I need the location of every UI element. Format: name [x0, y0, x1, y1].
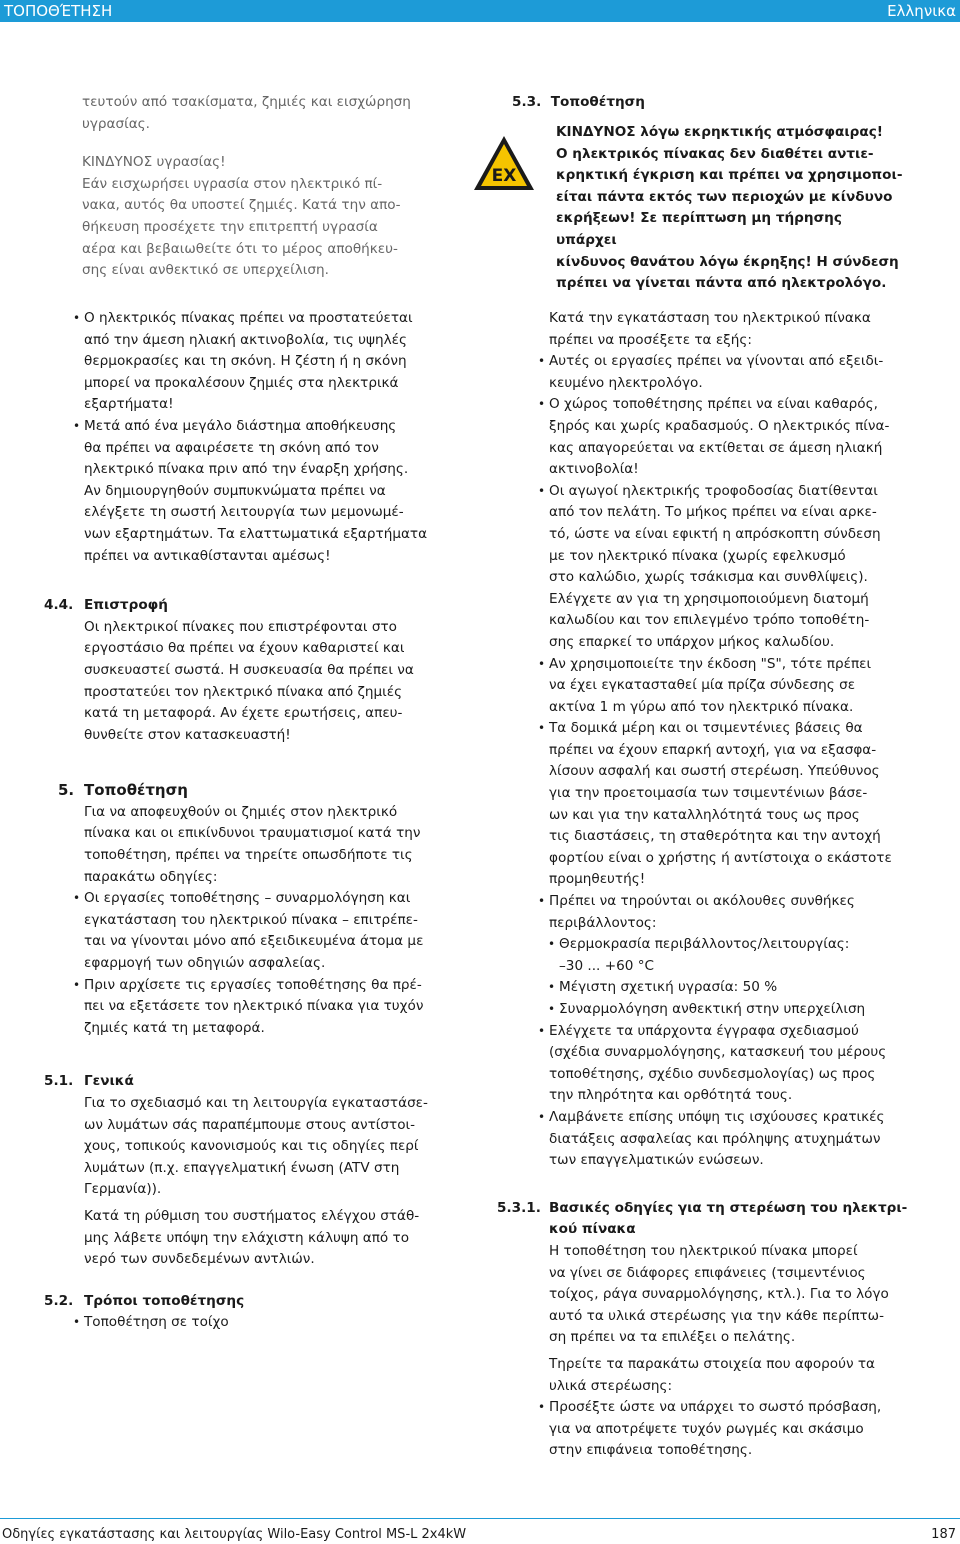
list-line: Αν δημιουργηθούν συμπυκνώματα πρέπει να: [84, 482, 386, 499]
para-line: τοποθέτηση, πρέπει να τηρείτε οπωσδήποτε τις: [84, 847, 413, 864]
installation-bullets: [84, 888, 464, 1039]
installation-requirements: [549, 351, 929, 1172]
list-item: [549, 481, 929, 654]
para-line: Κατά την εγκατάσταση του ηλεκτρικού πίνακα: [549, 310, 871, 326]
list-line: στο καλώδιο, χωρίς τσάκισμα και συνθλίψεις).: [549, 569, 868, 586]
list-item: [559, 999, 929, 1021]
list-line: • Τα δομικά μέρη και οι τσιμεντένιες βάσεις θα: [549, 720, 863, 737]
list-line: από την άμεση ηλιακή ακτινοβολία, τις υψηλές: [84, 331, 407, 348]
explosion-warning-icon: [472, 134, 536, 192]
list-line: κευμένο ηλεκτρολόγο.: [549, 374, 703, 391]
storage-bullets: [84, 308, 464, 567]
para-line: Για να αποφευχθούν οι ζημιές στον ηλεκτρικό: [84, 803, 398, 820]
list-line: τις διαστάσεις, τη σταθερότητα και την αντοχή: [549, 828, 881, 845]
list-line: προμηθευτής!: [549, 871, 646, 888]
list-line: • Οι εργασίες τοποθέτησης – συναρμολόγηση και: [84, 890, 411, 907]
warning-line: είται πάντα εκτός των περιοχών με κίνδυνο: [556, 188, 893, 205]
list-line: ζημιές κατά τη μεταφορά.: [84, 1019, 265, 1036]
list-item: [549, 1397, 929, 1462]
warning-heading: ΚΙΝΔΥΝΟΣ λόγω εκρηκτικής ατμόσφαιρας!: [556, 124, 883, 140]
para-line: εργοστάσιο θα πρέπει να έχουν καθαριστεί και: [84, 640, 405, 657]
para-line: Τηρείτε τα παρακάτω στοιχεία που αφορούν τα: [549, 1355, 876, 1372]
list-line: ξηρός και χωρίς κραδασμούς. Ο ηλεκτρικός πίνα-: [549, 417, 890, 434]
page-footer: [0, 1518, 960, 1542]
header-language: Ελληνικα: [887, 2, 956, 20]
mounting-type-list: [84, 1312, 464, 1334]
list-line: σης επαρκεί το υπάρχον μήκος καλωδίου.: [549, 633, 835, 650]
list-line: τοποθέτησης, σχέδιο συνδεσμολογίας) ως προς: [549, 1065, 876, 1082]
list-line: • Μετά από ένα μεγάλο διάστημα αποθήκευσης: [84, 417, 397, 434]
section-number: 5.1.: [44, 1073, 74, 1090]
list-item: [84, 416, 464, 567]
page-number: 187: [931, 1527, 956, 1542]
fixing-material-list: [549, 1397, 929, 1462]
list-item: [549, 1021, 929, 1107]
list-item: [549, 351, 929, 394]
list-item: [84, 888, 464, 974]
para-line: Η τοποθέτηση του ηλεκτρικού πίνακα μπορεί: [549, 1242, 858, 1259]
section-title: Τοποθέτηση: [550, 94, 645, 110]
list-line: κας απαγορεύεται να εκτίθεται σε άμεση ηλιακή: [549, 439, 883, 456]
list-line: • Αυτές οι εργασίες πρέπει να γίνονται από εξειδι-: [549, 353, 884, 370]
warning-line: Ο ηλεκτρικός πίνακας δεν διαθέτει αντιε-: [556, 145, 874, 162]
list-line: για την προετοιμασία των τσιμεντένιων βάσε-: [549, 785, 868, 802]
list-line: εφαρμογή των οδηγιών ασφαλείας.: [84, 955, 326, 972]
list-item: [84, 308, 464, 416]
list-line: • Τοποθέτηση σε τοίχο: [84, 1314, 229, 1331]
list-line: πρέπει να έχουν επαρκή αντοχή, για να εξασφα-: [549, 741, 877, 758]
para-line: κατά τη μεταφορά. Αν έχετε ερωτήσεις, απευ-: [84, 705, 403, 722]
list-line: ηλεκτρικό πίνακα πριν από την έναρξη χρήσης.: [84, 461, 409, 478]
list-line: πει να εξετάσετε τον ηλεκτρικό πίνακα για τυχόν: [84, 998, 424, 1015]
moisture-note: [82, 92, 434, 282]
section-5: [58, 780, 464, 1039]
section-title: Τρόποι τοποθέτησης: [84, 1292, 245, 1309]
para-line: Οι ηλεκτρικοί πίνακες που επιστρέφονται στο: [84, 618, 397, 635]
list-line: εγκατάσταση του ηλεκτρικού πίνακα – επιτρέπε-: [84, 911, 418, 928]
list-line: των επαγγελματικών ενώσεων.: [549, 1152, 764, 1169]
list-line: –30 ... +60 °C: [559, 957, 654, 974]
header-bar: [0, 0, 960, 22]
section-number: 4.4.: [44, 597, 74, 614]
para-line: αυτό τα υλικά στερέωσης για την κάθε περίπτω-: [549, 1307, 884, 1324]
list-line: θερμοκρασίες και τη σκόνη. Η ζέστη ή η σκόνη: [84, 353, 407, 370]
list-line: με τον ηλεκτρικό πίνακα (χωρίς εφελκυσμό: [549, 547, 846, 564]
list-line: θα πρέπει να αφαιρέσετε τη σκόνη από τον: [84, 439, 379, 456]
section-title: κού πίνακα: [549, 1221, 636, 1238]
list-item: [549, 394, 929, 480]
icon-label: EX: [491, 166, 517, 186]
list-line: Ελέγχετε αν για τη χρησιμοποιούμενη διατομή: [549, 590, 869, 607]
section-title: Τοποθέτηση: [84, 781, 188, 800]
list-line: • Μέγιστη σχετική υγρασία: 50 %: [559, 979, 778, 996]
list-line: • Πρέπει να τηρούνται οι ακόλουθες συνθήκες: [549, 893, 855, 910]
list-line: • Προσέξτε ώστε να υπάρχει το σωστό πρόσβαση,: [549, 1399, 882, 1416]
section-title: Βασικές οδηγίες για τη στερέωση του ηλεκτρι-: [549, 1199, 908, 1216]
para-line: Για το σχεδιασμό και τη λειτουργία εγκαταστάσε-: [84, 1095, 428, 1111]
list-line: • Ο ηλεκτρικός πίνακας πρέπει να προστατεύεται: [84, 310, 413, 326]
list-line: ελέγξετε τη σωστή λειτουργία των μεμονωμέ-: [84, 504, 404, 521]
para-line: προστατεύει τον ηλεκτρικό πίνακα από ζημιές: [84, 683, 403, 700]
list-item: [549, 654, 929, 719]
para-line: νερό των συνδεδεμένων αντλιών.: [84, 1251, 315, 1268]
list-line: • Ο χώρος τοποθέτησης πρέπει να είναι καθαρός,: [549, 396, 878, 413]
para-line: τοίχος, ράγα συναρμολόγησης, κτλ.). Για το λόγο: [549, 1286, 889, 1303]
list-line: ακτινοβολία!: [549, 461, 639, 478]
para-line: θυνθείτε στον κατασκευαστή!: [84, 726, 291, 743]
list-line: νων εξαρτημάτων. Τα ελαττωματικά εξαρτήματα: [84, 525, 428, 542]
section-number: 5.2.: [44, 1292, 74, 1309]
list-line: • Ελέγχετε τα υπάρχοντα έγγραφα σχεδιασμού: [549, 1022, 859, 1039]
list-line: την πληρότητα και ορθότητά τους.: [549, 1087, 793, 1104]
list-line: περιβάλλοντος:: [549, 914, 657, 931]
list-item: [84, 1312, 464, 1334]
note-line: αέρα και βεβαιωθείτε ότι το μέρος αποθήκευ-: [82, 240, 398, 257]
footer-title: Οδηγίες εγκατάστασης και λειτουργίας Wilo-Easy Control MS-L 2x4kW: [2, 1527, 467, 1542]
warning-line: πρέπει να γίνεται πάντα από ηλεκτρολόγο.: [556, 275, 887, 292]
list-line: πρέπει να αντικαθίστανται αμέσως!: [84, 547, 331, 564]
list-line: • Θερμοκρασία περιβάλλοντος/λειτουργίας:: [559, 936, 850, 953]
para-line: ση πρέπει να τα επιλέξει ο πελάτης.: [549, 1329, 796, 1346]
list-item: [549, 891, 929, 1021]
header-section: ΤΟΠΟΘΈΤΗΣΗ: [4, 2, 113, 20]
list-line: μπορεί να προκαλέσουν ζημιές στα ηλεκτρικά: [84, 374, 399, 391]
warning-line: κίνδυνος θανάτου λόγω έκρηξης! Η σύνδεση: [556, 253, 899, 270]
section-4-4: [44, 595, 464, 746]
list-line: ων και για την καταλληλότητά τους ως προς: [549, 806, 860, 823]
para-line: πρέπει να προσέξετε τα εξής:: [549, 331, 752, 348]
explosion-warning: [556, 122, 906, 295]
para-line: υλικά στερέωσης:: [549, 1377, 673, 1394]
ambient-conditions: [549, 934, 929, 1020]
list-line: εξαρτήματα!: [84, 396, 174, 413]
list-line: από τον πελάτη. Το μήκος πρέπει να είναι αρκε-: [549, 504, 877, 521]
para-line: συσκευαστεί σωστά. Η συσκευασία θα πρέπει να: [84, 661, 414, 678]
list-line: φορτίου είναι ο χρήστης ή αντίστοιχα ο εκάστοτε: [549, 849, 892, 866]
para-line: να γίνει σε διάφορες επιφάνειες (τσιμεντένιος: [549, 1264, 866, 1281]
list-line: τό, ώστε να είναι εφικτή η απρόσκοπτη σύνδεση: [549, 525, 881, 542]
note-line: Εάν εισχωρήσει υγρασία στον ηλεκτρικό πί-: [82, 175, 383, 192]
list-item: [559, 934, 929, 977]
section-number: 5.3.: [512, 94, 542, 110]
list-item: [549, 718, 929, 891]
note-line: σης είναι ανθεκτικό σε υπερχείλιση.: [82, 262, 329, 279]
list-line: στην επιφάνεια τοποθέτησης.: [549, 1442, 753, 1459]
list-line: ακτίνα 1 m γύρω από τον ηλεκτρικό πίνακα.: [549, 698, 854, 715]
section-5-3-heading: [512, 92, 912, 114]
note-line: τευτούν από τσακίσματα, ζημιές και εισχώρηση: [82, 94, 411, 110]
para-line: χους, τοπικούς κανονισμούς και τις οδηγίες περί: [84, 1138, 419, 1155]
para-line: πίνακα και οι επικίνδυνοι τραυματισμοί κατά την: [84, 825, 421, 842]
list-line: καλωδίου και τον επιλεγμένο τρόπο τοποθέτη-: [549, 612, 870, 629]
list-line: • Αν χρησιμοποιείτε την έκδοση "S", τότε πρέπει: [549, 655, 872, 672]
note-heading: ΚΙΝΔΥΝΟΣ υγρασίας!: [82, 154, 226, 171]
section-number: 5.: [58, 781, 75, 800]
list-line: • Λαμβάνετε επίσης υπόψη τις ισχύουσες κρατικές: [549, 1108, 885, 1125]
section-5-1: [44, 1071, 464, 1270]
para-line: παρακάτω οδηγίες:: [84, 868, 218, 885]
section-title: Γενικά: [84, 1073, 134, 1090]
note-line: θήκευση προσέχετε την επιτρεπτή υγρασία: [82, 218, 378, 235]
note-line: νακα, αυτός θα υποστεί ζημιές. Κατά την απο-: [82, 197, 401, 214]
list-item: [84, 975, 464, 1040]
warning-line: εκρήξεων! Σε περίπτωση μη τήρησης υπάρχει: [556, 210, 842, 248]
list-line: για να αποτρέψετε τυχόν ρωγμές και σκάσιμο: [549, 1420, 864, 1437]
para-line: μης λάβετε υπόψη την ελάχιστη κάλυψη από το: [84, 1229, 410, 1246]
list-line: διατάξεις ασφαλείας και πρόληψης ατυχημάτων: [549, 1130, 881, 1147]
list-line: να έχει εγκατασταθεί μία πρίζα σύνδεσης σε: [549, 677, 856, 694]
para-line: Γερμανία)).: [84, 1181, 162, 1198]
section-5-3-1: [497, 1198, 929, 1462]
section-5-2: [44, 1291, 464, 1334]
para-line: ων λυμάτων σάς παραπέμπουμε στους αντίστοι-: [84, 1116, 416, 1133]
warning-line: κρηκτική έγκριση και πρέπει να χρησιμοποι-: [556, 167, 903, 184]
list-item: [549, 1107, 929, 1172]
right-column: [497, 308, 929, 1462]
note-line: υγρασίας.: [82, 115, 150, 132]
list-line: λίσουν ασφαλή και σωστή στερέωση. Υπεύθυνος: [549, 763, 880, 780]
list-line: • Οι αγωγοί ηλεκτρικής τροφοδοσίας διατίθενται: [549, 482, 878, 499]
para-line: λυμάτων (π.χ. επαγγελματική ένωση (ATV στη: [84, 1159, 400, 1176]
list-line: (σχέδια συναρμολόγησης, κατασκευή του μέρους: [549, 1044, 887, 1061]
list-line: ται να γίνονται μόνο από εξειδικευμένα άτομα με: [84, 933, 424, 950]
list-line: • Πριν αρχίσετε τις εργασίες τοποθέτησης θα πρέ-: [84, 976, 422, 993]
section-title: Επιστροφή: [84, 597, 168, 614]
left-column: [44, 308, 464, 1334]
list-line: • Συναρμολόγηση ανθεκτική στην υπερχείλιση: [559, 1001, 866, 1017]
list-item: [559, 977, 929, 999]
section-number: 5.3.1.: [497, 1199, 541, 1216]
para-line: Κατά τη ρύθμιση του συστήματος ελέγχου στάθ-: [84, 1207, 420, 1224]
